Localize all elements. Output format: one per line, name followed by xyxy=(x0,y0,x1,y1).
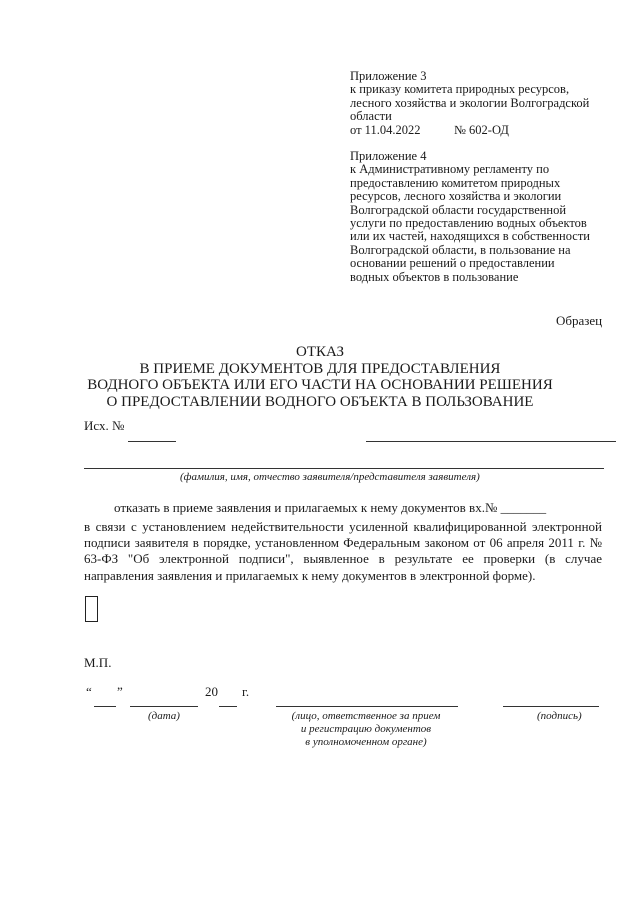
title-line: О ПРЕДОСТАВЛЕНИИ ВОДНОГО ОБЪЕКТА В ПОЛЬЗОВАНИЕ xyxy=(106,393,534,410)
date-year-suffix: г. xyxy=(242,684,250,699)
person-caption-line: в уполномоченном органе) xyxy=(305,736,427,748)
signature-line xyxy=(503,706,599,707)
title-line: В ПРИЕМЕ ДОКУМЕНТОВ ДЛЯ ПРЕДОСТАВЛЕНИЯ xyxy=(139,360,501,377)
stamp-label: М.П. xyxy=(84,655,112,670)
title-line: ОТКАЗ xyxy=(296,344,344,360)
appendix-3-header xyxy=(350,70,589,137)
person-caption-line: (лицо, ответственное за прием xyxy=(291,710,441,722)
document-title xyxy=(60,344,580,410)
appendix-4-line: к Административному регламенту по xyxy=(350,162,550,177)
person-line xyxy=(276,706,458,707)
year-line xyxy=(219,706,237,707)
order-number: № 602-ОД xyxy=(454,122,509,137)
date-close-quote: ” xyxy=(117,684,123,699)
appendix-3-title: Приложение 3 xyxy=(350,69,427,83)
applicant-name-line xyxy=(84,468,604,469)
signature-caption: (подпись) xyxy=(537,710,582,722)
title-line: ВОДНОГО ОБЪЕКТА ИЛИ ЕГО ЧАСТИ НА ОСНОВАНИИ РЕШЕНИЯ xyxy=(87,377,553,393)
month-line xyxy=(130,706,198,707)
appendix-4-line: основании решений о предоставлении xyxy=(350,256,555,271)
appendix-4-line: водных объектов в пользование xyxy=(350,269,519,284)
applicant-caption: (фамилия, имя, отчество заявителя/представителя заявителя) xyxy=(180,471,480,483)
date-open-quote: “ xyxy=(86,684,92,699)
outgoing-number-line xyxy=(128,441,176,442)
reason-paragraph: в связи с установлением недействительности усиленной квалифицированной электронной подписи заявителя в порядке, установленном Федеральным законом от 06 апреля 2011 г. № 63-ФЗ "Об электронной подписи", выявленное в результате ее проверки (в случае направления заявления и прилагаемых к нему документов в электронной форме). xyxy=(84,519,602,583)
appendix-4-line: Волгоградской области, в пользование на xyxy=(350,242,571,257)
appendix-3-date-row xyxy=(350,124,589,137)
checkbox[interactable] xyxy=(85,596,98,622)
appendix-3-line: к приказу комитета природных ресурсов, xyxy=(350,82,570,97)
refusal-line: отказать в приеме заявления и прилагаемых к нему документов вх.№ _______ xyxy=(114,500,547,515)
appendix-4-line: предоставлению комитетом природных xyxy=(350,175,561,190)
outgoing-number-label: Исх. № xyxy=(84,418,125,433)
appendix-3-line: лесного хозяйства и экологии Волгоградской xyxy=(350,95,590,110)
sample-label: Образец xyxy=(556,313,603,328)
appendix-4-line: услуги по предоставлению водных объектов xyxy=(350,216,587,231)
outgoing-date-line xyxy=(366,441,616,442)
appendix-4-line: или их частей, находящихся в собственности xyxy=(350,229,590,244)
appendix-3-line: области xyxy=(350,109,392,124)
order-date: от 11.04.2022 xyxy=(350,122,421,137)
appendix-4-line: ресурсов, лесного хозяйства и экологии xyxy=(350,189,562,204)
day-line xyxy=(94,706,116,707)
date-caption: (дата) xyxy=(148,710,180,722)
person-caption xyxy=(268,710,464,749)
appendix-4-header xyxy=(350,150,590,284)
date-year-prefix: 20 xyxy=(205,684,218,699)
appendix-4-line: Волгоградской области государственной xyxy=(350,202,567,217)
appendix-4-title: Приложение 4 xyxy=(350,149,427,163)
person-caption-line: и регистрацию документов xyxy=(300,723,432,735)
